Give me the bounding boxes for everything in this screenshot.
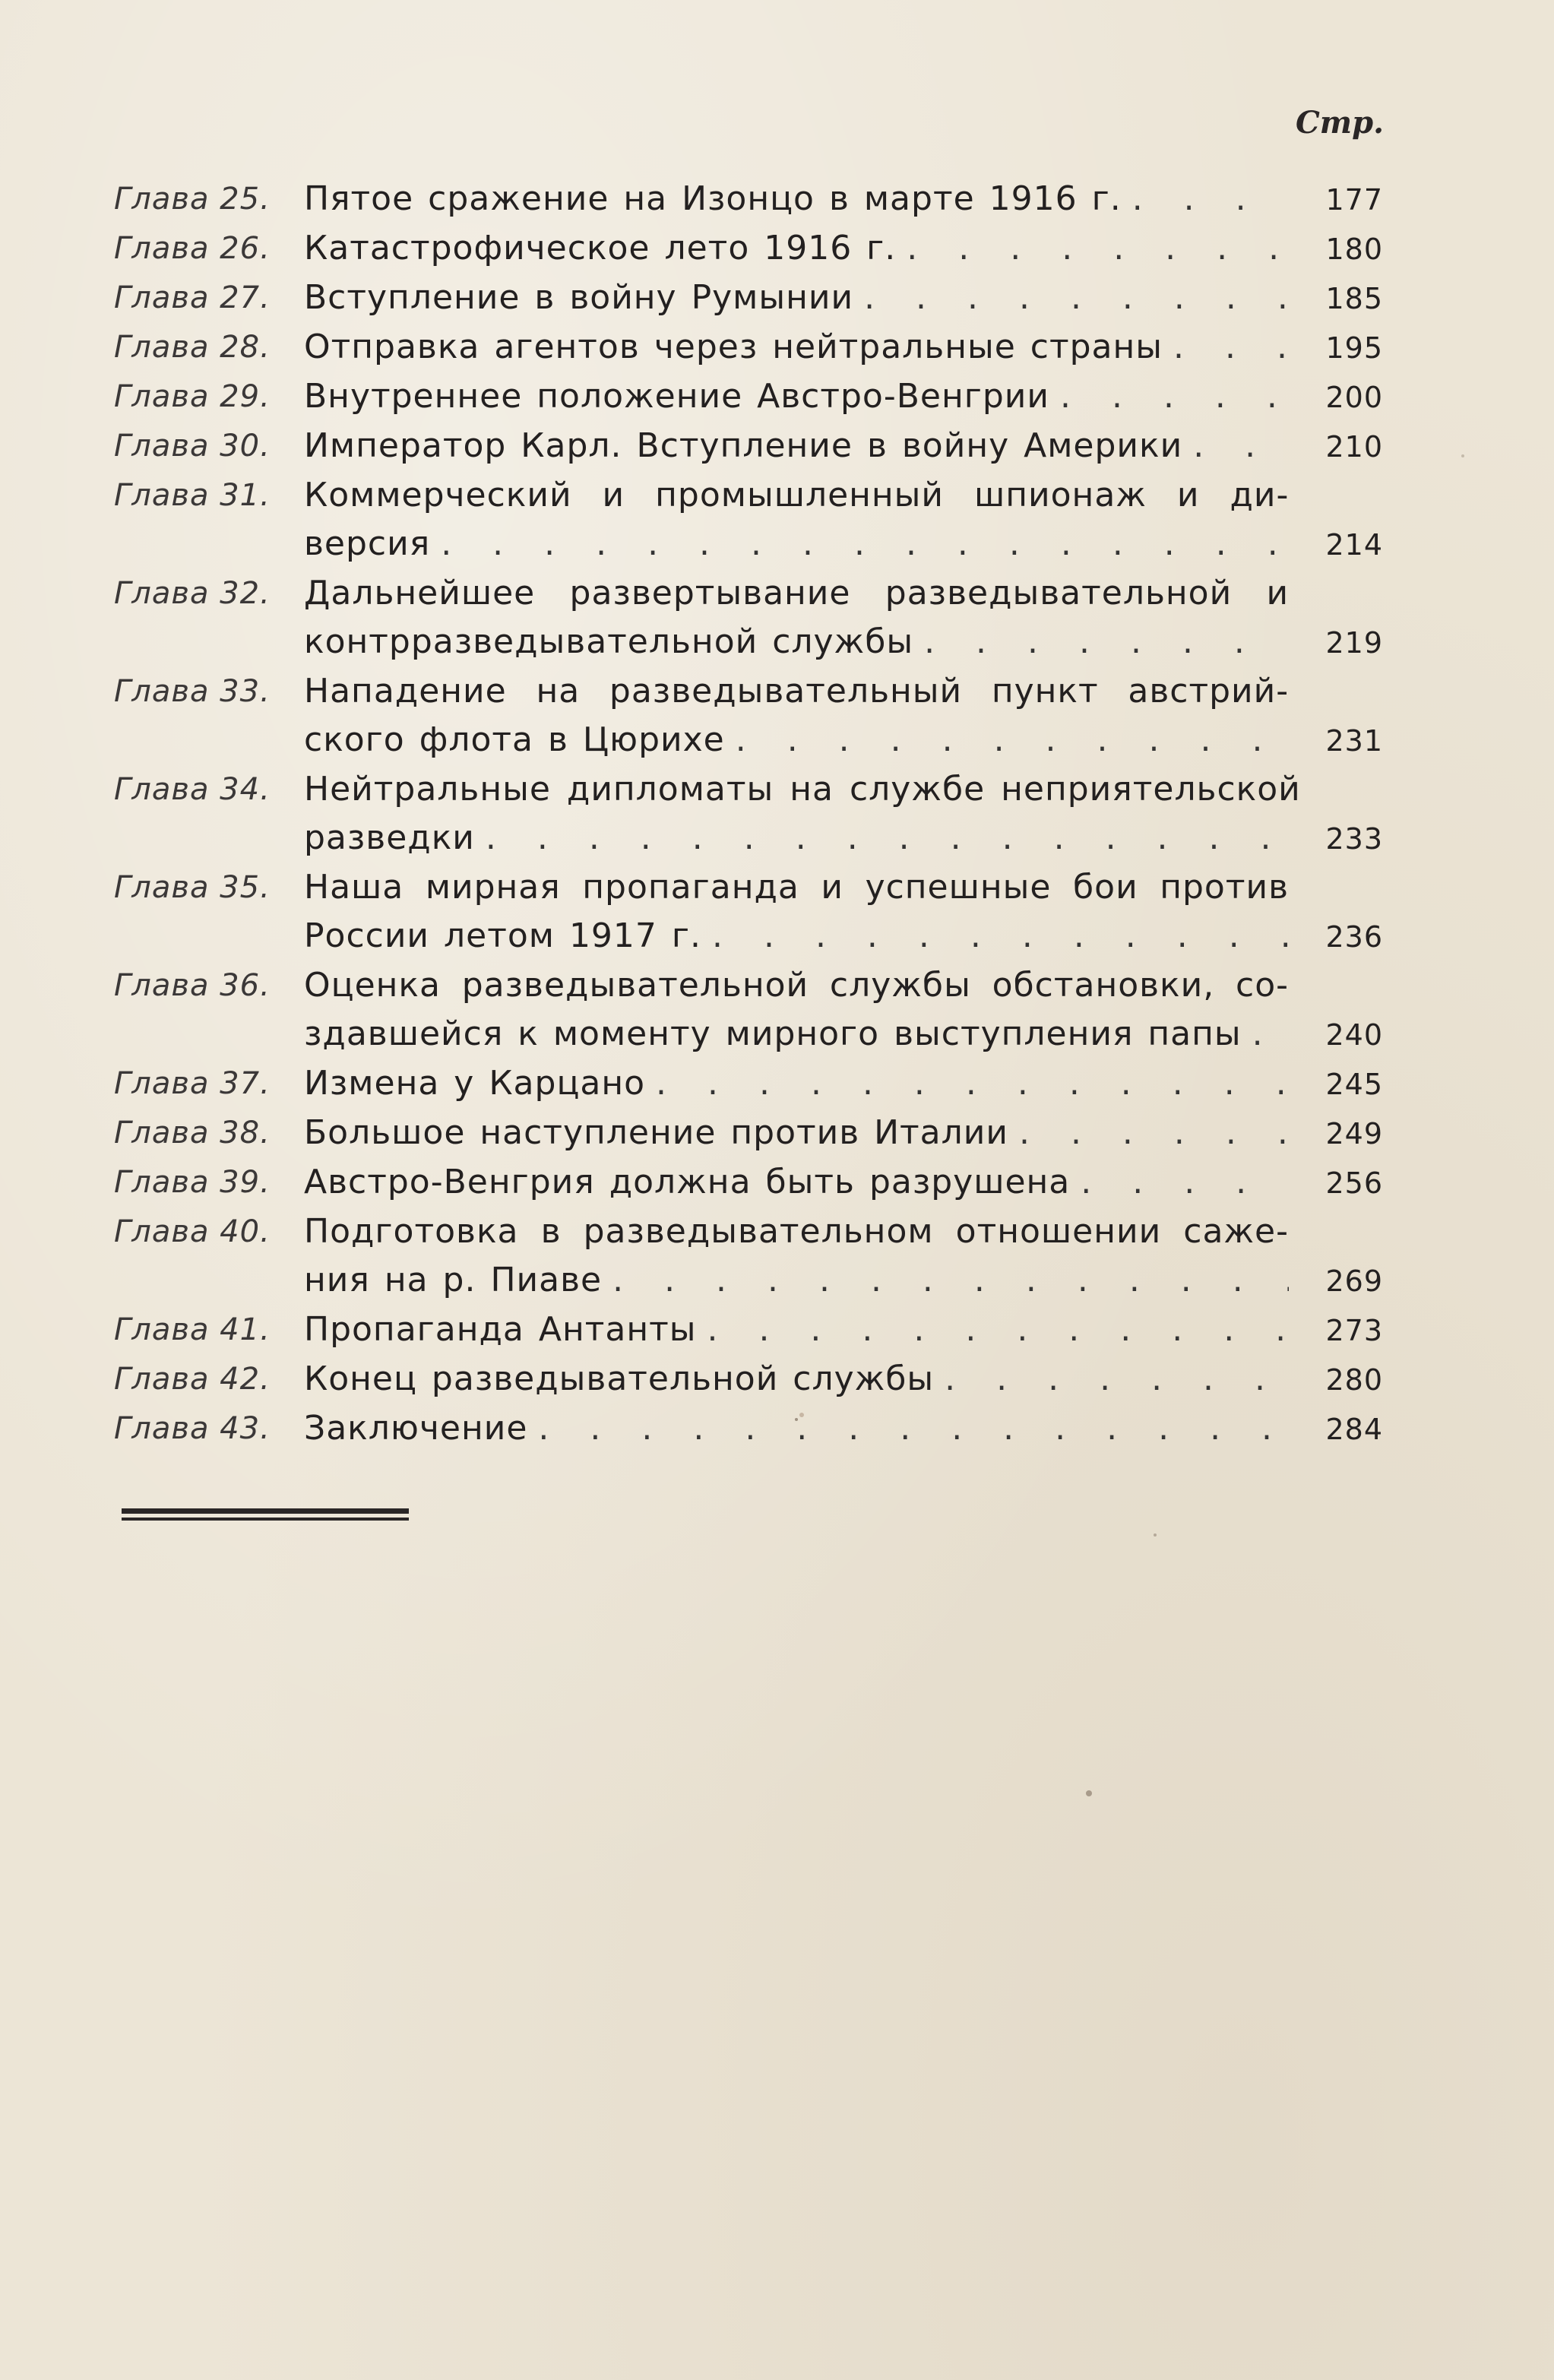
page-number: 236 — [1325, 920, 1383, 954]
page-number: 256 — [1325, 1166, 1383, 1200]
chapter-title-text: Пятое сражение на Изонцо в марте 1916 г. — [304, 179, 1122, 218]
chapter-title-text: Внутреннее положение Австро-Венгрии — [304, 377, 1049, 416]
chapter-title-text: разведки — [304, 818, 475, 857]
chapter-label: Глава 25. — [114, 182, 271, 217]
chapter-label: Глава 28. — [114, 330, 271, 365]
chapter-label: Глава 30. — [114, 429, 271, 464]
chapter-title-text: контрразведывательной службы — [304, 622, 914, 661]
page-number: 233 — [1325, 822, 1383, 856]
chapter-label: Глава 32. — [114, 576, 271, 611]
chapter-label: Глава 39. — [114, 1165, 271, 1200]
chapter-title-text: ского флота в Цюрихе — [304, 720, 725, 759]
chapter-title-text: Нейтральные дипломаты на службе неприятельской — [304, 770, 1301, 809]
chapter-label: Глава 26. — [114, 231, 271, 266]
chapter-title-text: Большое наступление против Италии — [304, 1113, 1008, 1152]
chapter-label: Глава 42. — [114, 1362, 271, 1397]
chapter-title-text: Коммерческий и промышленный шпионаж и ди- — [304, 476, 1290, 514]
chapter-label: Глава 38. — [114, 1116, 271, 1150]
chapter-label: Глава 37. — [114, 1066, 271, 1101]
chapter-label: Глава 27. — [114, 280, 271, 315]
chapter-title-text: Оценка разведывательной службы обстановки, со- — [304, 966, 1289, 1005]
chapter-title-text: версия — [304, 524, 431, 563]
chapter-label: Глава 41. — [114, 1312, 271, 1347]
page-number: 195 — [1325, 331, 1383, 365]
chapter-title-text: Подготовка в разведывательном отношении саже- — [304, 1212, 1289, 1251]
page-number: 180 — [1325, 233, 1383, 266]
chapter-title-text: Вступление в войну Румынии — [304, 278, 854, 317]
page-number: 185 — [1325, 282, 1383, 315]
page-number: 284 — [1325, 1413, 1383, 1446]
chapter-title-text: здавшейся к моменту мирного выступления папы — [304, 1014, 1242, 1053]
chapter-title-text: Наша мирная пропаганда и успешные бои против — [304, 868, 1289, 907]
chapter-title-text: России летом 1917 г. — [304, 916, 702, 955]
page-number: 273 — [1325, 1314, 1383, 1347]
chapter-label: Глава 33. — [114, 674, 271, 709]
chapter-label: Глава 43. — [114, 1411, 271, 1446]
chapter-title-text: Заключение — [304, 1409, 528, 1448]
chapter-label: Глава 35. — [114, 870, 271, 905]
page-number: 240 — [1325, 1018, 1383, 1052]
chapter-label: Глава 34. — [114, 772, 271, 807]
chapter-title-text: Император Карл. Вступление в войну Америки — [304, 426, 1183, 465]
page-number: 269 — [1325, 1264, 1383, 1298]
chapter-label: Глава 29. — [114, 379, 271, 414]
chapter-label: Глава 31. — [114, 478, 271, 513]
chapter-title-text: Дальнейшее развертывание разведывательной и — [304, 574, 1290, 612]
page-number: 245 — [1325, 1068, 1383, 1101]
chapter-title-text: Австро-Венгрия должна быть разрушена — [304, 1163, 1071, 1201]
page-number: 280 — [1325, 1363, 1383, 1397]
page-number: 219 — [1325, 626, 1383, 660]
chapter-title-text: Нападение на разведывательный пункт австрий- — [304, 672, 1290, 711]
chapter-title-text: Пропаганда Антанты — [304, 1310, 697, 1349]
page-number: 177 — [1325, 183, 1383, 217]
chapter-title-text: Отправка агентов через нейтральные страны — [304, 328, 1163, 366]
chapter-title-text: ния на р. Пиаве — [304, 1261, 603, 1299]
page-column-header: Стр. — [1295, 105, 1384, 141]
chapter-title-text: Катастрофическое лето 1916 г. — [304, 229, 897, 267]
chapter-title-text: Конец разведывательной службы — [304, 1359, 935, 1398]
chapter-label: Глава 40. — [114, 1214, 271, 1249]
page-number: 249 — [1325, 1117, 1383, 1150]
page-number: 231 — [1325, 724, 1383, 758]
page-number: 200 — [1325, 381, 1383, 414]
chapter-label: Глава 36. — [114, 968, 271, 1003]
page-number: 214 — [1325, 528, 1383, 562]
page-number: 210 — [1325, 430, 1383, 464]
chapter-title-text: Измена у Карцано — [304, 1064, 646, 1103]
